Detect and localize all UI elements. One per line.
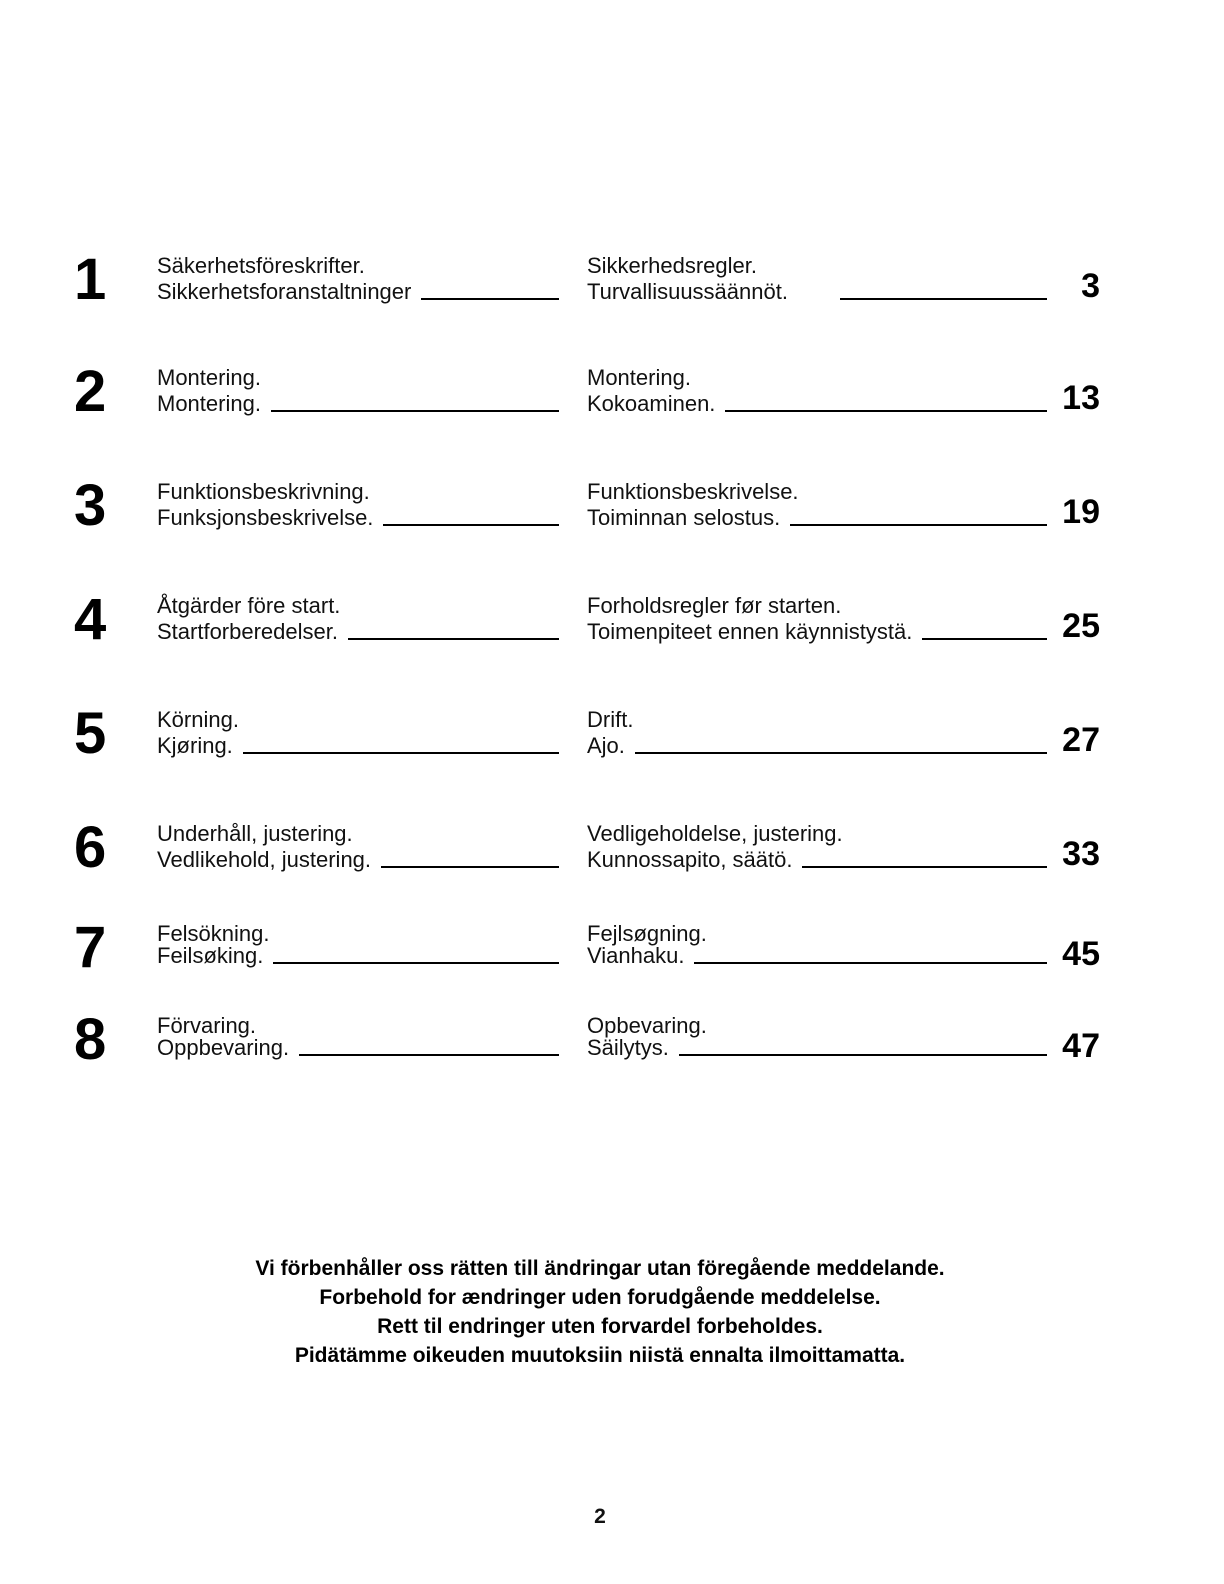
dot-leader [694, 962, 1047, 964]
title-danish: Forholdsregler før starten. [587, 593, 842, 618]
title-danish: Montering. [587, 365, 691, 390]
title-finnish: Turvallisuussäännöt. [587, 280, 1047, 304]
page-reference: 47 [1062, 1027, 1100, 1065]
dot-leader [679, 1054, 1047, 1056]
page-number: 2 [594, 1505, 606, 1528]
dot-leader [271, 410, 559, 412]
title-danish: Funktionsbeskrivelse. [587, 479, 799, 504]
notice-finnish: Pidätämme oikeuden muutoksiin niistä ennalta ilmoittamatta. [294, 1344, 906, 1367]
title-danish: Opbevaring. [587, 1013, 707, 1038]
chapter-number: 1 [74, 247, 107, 312]
title-swedish: Underhåll, justering. [157, 821, 353, 846]
page-reference: 3 [1081, 267, 1100, 305]
title-finnish: Kokoaminen. [587, 392, 1047, 416]
dot-leader [840, 298, 1047, 300]
change-notice [0, 1254, 1200, 1370]
dot-leader [635, 752, 1047, 754]
page-reference: 19 [1062, 493, 1100, 531]
title-norwegian: Oppbevaring. [157, 1036, 559, 1060]
chapter-number: 2 [74, 359, 107, 424]
toc-entry-6 [0, 815, 1224, 902]
toc-entry-4 [0, 587, 1224, 674]
dot-leader [802, 866, 1047, 868]
dot-leader [243, 752, 559, 754]
dot-leader [725, 410, 1047, 412]
title-norwegian: Montering. [157, 392, 559, 416]
dot-leader [790, 524, 1047, 526]
title-swedish: Montering. [157, 365, 261, 390]
title-finnish: Säilytys. [587, 1036, 1047, 1060]
chapter-number: 5 [74, 701, 107, 766]
dot-leader [273, 962, 559, 964]
dot-leader [922, 638, 1047, 640]
title-norwegian: Sikkerhetsforanstaltninger [157, 280, 559, 304]
title-swedish: Körning. [157, 707, 239, 732]
title-norwegian: Vedlikehold, justering. [157, 848, 559, 872]
title-danish: Sikkerhedsregler. [587, 253, 757, 278]
toc-entry-2 [0, 359, 1224, 446]
dot-leader [348, 638, 559, 640]
title-danish: Vedligeholdelse, justering. [587, 821, 843, 846]
notice-danish: Forbehold for ændringer uden forudgående meddelelse. [319, 1286, 881, 1309]
toc-entry-7 [0, 915, 1224, 1002]
page-reference: 27 [1062, 721, 1100, 759]
title-finnish: Ajo. [587, 734, 1047, 758]
title-finnish: Toiminnan selostus. [587, 506, 1047, 530]
notice-norwegian: Rett til endringer uten forvardel forbeholdes. [377, 1315, 823, 1338]
title-finnish: Vianhaku. [587, 944, 1047, 968]
dot-leader [299, 1054, 559, 1056]
title-norwegian: Startforberedelser. [157, 620, 559, 644]
dot-leader [421, 298, 559, 300]
title-norwegian: Kjøring. [157, 734, 559, 758]
notice-swedish: Vi förbenhåller oss rätten till ändringar utan föregående meddelande. [255, 1257, 945, 1280]
dot-leader [381, 866, 559, 868]
page-reference: 33 [1062, 835, 1100, 873]
title-swedish: Funktionsbeskrivning. [157, 479, 370, 504]
title-norwegian: Feilsøking. [157, 944, 559, 968]
chapter-number: 3 [74, 473, 107, 538]
dot-leader [383, 524, 559, 526]
title-swedish: Åtgärder före start. [157, 593, 341, 618]
toc-entry-1 [0, 247, 1224, 334]
title-swedish: Felsökning. [157, 921, 270, 946]
toc-entry-3 [0, 473, 1224, 560]
chapter-number: 6 [74, 815, 107, 880]
title-swedish: Säkerhetsföreskrifter. [157, 253, 365, 278]
page-reference: 25 [1062, 607, 1100, 645]
title-finnish: Kunnossapito, säätö. [587, 848, 1047, 872]
toc-entry-5 [0, 701, 1224, 788]
toc-entry-8 [0, 1007, 1224, 1094]
page-reference: 13 [1062, 379, 1100, 417]
page-reference: 45 [1062, 935, 1100, 973]
title-norwegian: Funksjonsbeskrivelse. [157, 506, 559, 530]
chapter-number: 4 [74, 587, 107, 652]
title-danish: Drift. [587, 707, 634, 732]
title-finnish: Toimenpiteet ennen käynnistystä. [587, 620, 1047, 644]
chapter-number: 7 [74, 915, 107, 980]
chapter-number: 8 [74, 1007, 107, 1072]
title-swedish: Förvaring. [157, 1013, 257, 1038]
title-danish: Fejlsøgning. [587, 921, 707, 946]
